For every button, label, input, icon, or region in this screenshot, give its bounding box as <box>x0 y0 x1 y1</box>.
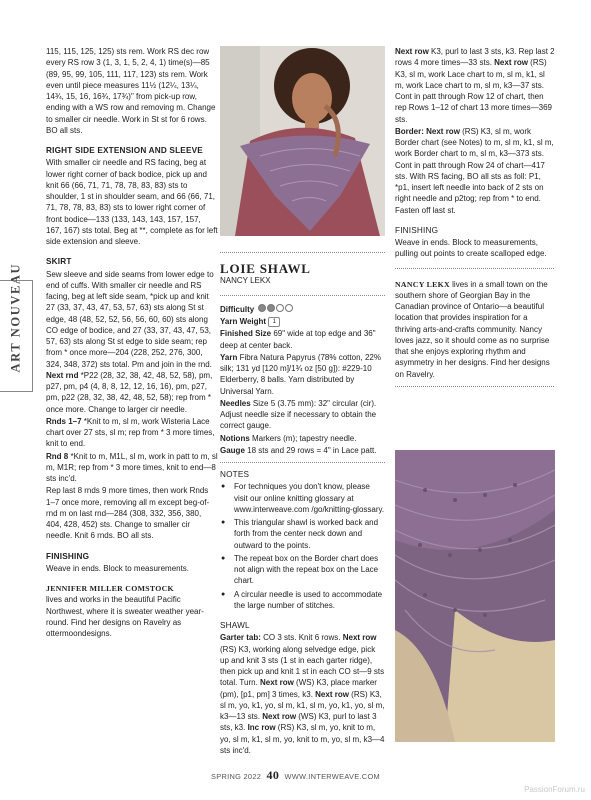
difficulty-row: Difficulty <box>220 304 385 316</box>
designer-name: JENNIFER MILLER COMSTOCK <box>46 584 174 593</box>
section-tab <box>0 262 33 392</box>
divider <box>220 462 385 465</box>
paragraph: Sew sleeve and side seams from lower edge to end of cuffs. With smaller cir needle and RS facing, beg at left side seam, *pick up and knit 27 (33, 37, 43, 47, 53, 57, 63) sts along St st edge, 48 (48, 52, 52, 56, 56, 60, 60) sts along CO edge of bodice, and 27 (33, 37, 43, 47, 53, 57, 63) sts along St st edge to side seam; rep from * once more—204 (228, 252, 276, 300, 324, 348, 372) sts total. Pm and join in the rnd. Next rnd *P22 (28, 32, 38, 42, 48, 52, 58), pm, p27, pm, p4 (4, 8, 8, 12, 12, 16, 16), pm, p27, pm, p22 (28, 32, 38, 42, 48, 52, 58); rep from * once more. Change to larger cir needle. <box>46 269 214 414</box>
page-number: 40 <box>266 768 280 782</box>
paragraph: Weave in ends. Block to measurements, pulling out points to create scalloped edge. <box>395 238 547 259</box>
divider <box>395 386 555 389</box>
paragraph: Next row K3, purl to last 3 sts, k3. Rep last 2 rows 4 more times—33 sts. Next row (RS) K3, sl m, work Lace chart to m, sl m, k1, sl m, work Lace chart to m, sl m, k3—37 sts. Cont in patt through Row 12 of chart, then rep Rows 1–12 of chart 13 more times—369 sts. <box>395 47 555 124</box>
model-photo-image <box>220 46 385 236</box>
paragraph: Weave in ends. Block to measurements. <box>46 563 190 573</box>
list-item: ● For techniques you don't know, please visit our online knitting glossary at www.interweave.com /go/knitting-glossary. <box>220 481 385 515</box>
paragraph: Garter tab: CO 3 sts. Knit 6 rows. Next row (RS) K3, working along selvedge edge, pick up and knit 3 sts (1 st in each garter ridge), then pick up and knit 1 st in each CO st—9 sts total. Turn. Next row (WS) K3, place marker (pm), [p1, pm] 3 times, k3. Next row (RS) K3, sl m, yo, k1, yo, sl m, k1, sl m, yo, k1, yo, sl m, k3—13 sts. Next row (WS) K3, purl to last 3 sts, k3. Inc row (RS) K3, sl m, yo, knit to m, yo, sl m, k1, sl m, yo, knit to m, yo, sl m, k3—4 sts inc'd. <box>220 633 385 755</box>
issue-label: SPRING 2022 <box>211 772 262 781</box>
paragraph: Rep last 8 rnds 9 more times, then work Rnds 1–7 once more, removing all m except beg-of-rnd m on last rnd—284 (308, 332, 356, 380, 404, 428, 452) sts. Change to smaller cir needle. Knit 6 rnds. BO all sts. <box>46 486 210 541</box>
shawl-detail-photo <box>395 450 555 742</box>
paragraph: With smaller cir needle and RS facing, beg at lower right corner of back bodice, pick up and knit 66 (66, 71, 71, 78, 78, 83, 83) sts to shoulder, 1 st in shoulder seam, and 66 (66, 71, 71, 78, 78, 83, 83) sts to lower right corner of front bodice—133 (133, 143, 143, 157, 157, 167, 167) sts total. Beg at **, complete as for left side extension and sleeve. <box>46 158 218 246</box>
pattern-title: LOIE SHAWL <box>220 261 311 276</box>
difficulty-icon <box>258 304 294 315</box>
designer-name: NANCY LEKX <box>220 276 271 286</box>
notes-list <box>220 481 385 611</box>
yarn-weight-row: Yarn Weight 1 <box>220 316 385 327</box>
model-photo <box>220 46 385 236</box>
paragraph: Rnd 8 *Knit to m, M1L, sl m, work in patt to m, sl m, M1R; rep from * 3 more times, knit to end—8 sts inc'd. <box>46 451 218 483</box>
column-1 <box>46 46 218 640</box>
divider <box>395 268 555 271</box>
divider <box>220 252 385 255</box>
paragraph: Border: Next row (RS) K3, sl m, work Border chart (see Notes) to m, sl m, k1, sl m, work Border chart to m, sl m, k3—373 sts. Cont in patt through Row 24 of chart—417 sts. With RS facing, BO all sts as foll: P1, *p1, insert left needle into back of 2 sts on right needle and p2tog; rep from * to end. Fasten off last st. <box>395 126 554 215</box>
section-heading: RIGHT SIDE EXTENSION AND SLEEVE <box>46 146 203 155</box>
list-item: ● This triangular shawl is worked back and forth from the center neck down and outward to the points. <box>220 517 385 551</box>
shawl-detail-image <box>395 450 555 742</box>
list-item: ● The repeat box on the Border chart does not align with the repeat box on the Lace chart. <box>220 553 385 587</box>
section-heading: FINISHING <box>46 551 90 561</box>
gauge-info: Gauge 18 sts and 29 rows = 4" in Lace patt. <box>220 445 377 455</box>
paragraph: 115, 115, 125, 125) sts rem. Work RS dec row every RS row 3 (1, 3, 1, 5, 2, 4, 1) time(s)—85 (89, 95, 99, 105, 111, 117, 123) sts rem. Work even until piece measures 11½ (12¼, 13¼, 14¾, 15, 16, 16¾, 17¾)" from pick-up row, ending with a WS row and removing m. Change to smaller cir needle. Work in St st for 6 rows. BO all sts. <box>46 47 216 135</box>
watermark: PassionForum.ru <box>524 785 585 794</box>
section-tab-label: ART NOUVEAU <box>8 262 23 373</box>
column-3 <box>395 46 555 389</box>
divider <box>220 295 385 298</box>
designer-bio: JENNIFER MILLER COMSTOCK lives and works in the beautiful Pacific Northwest, where it is sweater weather year-round. Find her designs on Ravelry as ottermoondesigns. <box>46 584 204 638</box>
needles-info: Needles Size 5 (3.75 mm): 32" circular (cir). Adjust needle size if necessary to obtain the correct gauge. <box>220 398 377 431</box>
designer-name: NANCY LEKX <box>395 279 450 289</box>
section-heading: FINISHING <box>395 225 439 235</box>
section-heading: SHAWL <box>220 621 250 631</box>
yarn-info: Yarn Fibra Natura Papyrus (78% cotton, 22% silk; 131 yd [120 m]/1¾ oz [50 g]): #229-10 Elderberry, 8 balls. Yarn distributed by Universal Yarn. <box>220 352 381 396</box>
paragraph: Rnds 1–7 *Knit to m, sl m, work Wisteria Lace chart over 27 sts, sl m; rep from * 3 more times, knit to end. <box>46 416 215 449</box>
column-2 <box>220 252 385 757</box>
yarn-weight-icon: 1 <box>268 317 280 327</box>
section-heading: NOTES <box>220 470 250 480</box>
page-footer <box>0 768 591 783</box>
section-heading: SKIRT <box>46 257 72 267</box>
website-label: WWW.INTERWEAVE.COM <box>284 772 380 781</box>
notions-info: Notions Markers (m); tapestry needle. <box>220 433 357 443</box>
finished-size: Finished Size 69" wide at top edge and 36" deep at center back. <box>220 329 376 350</box>
designer-bio: NANCY LEKX lives in a small town on the southern shore of Georgian Bay in the Canadian province of Ontario—a beautiful location that provides inspiration for a thriving arts-and-crafts community. Nancy loves jazz, so it should come as no surprise that she enjoys exploring rhythm and asymmetry in her designs. Find her designs on Ravelry. <box>395 279 550 379</box>
list-item: ● A circular needle is used to accommodate the large number of stitches. <box>220 589 385 612</box>
